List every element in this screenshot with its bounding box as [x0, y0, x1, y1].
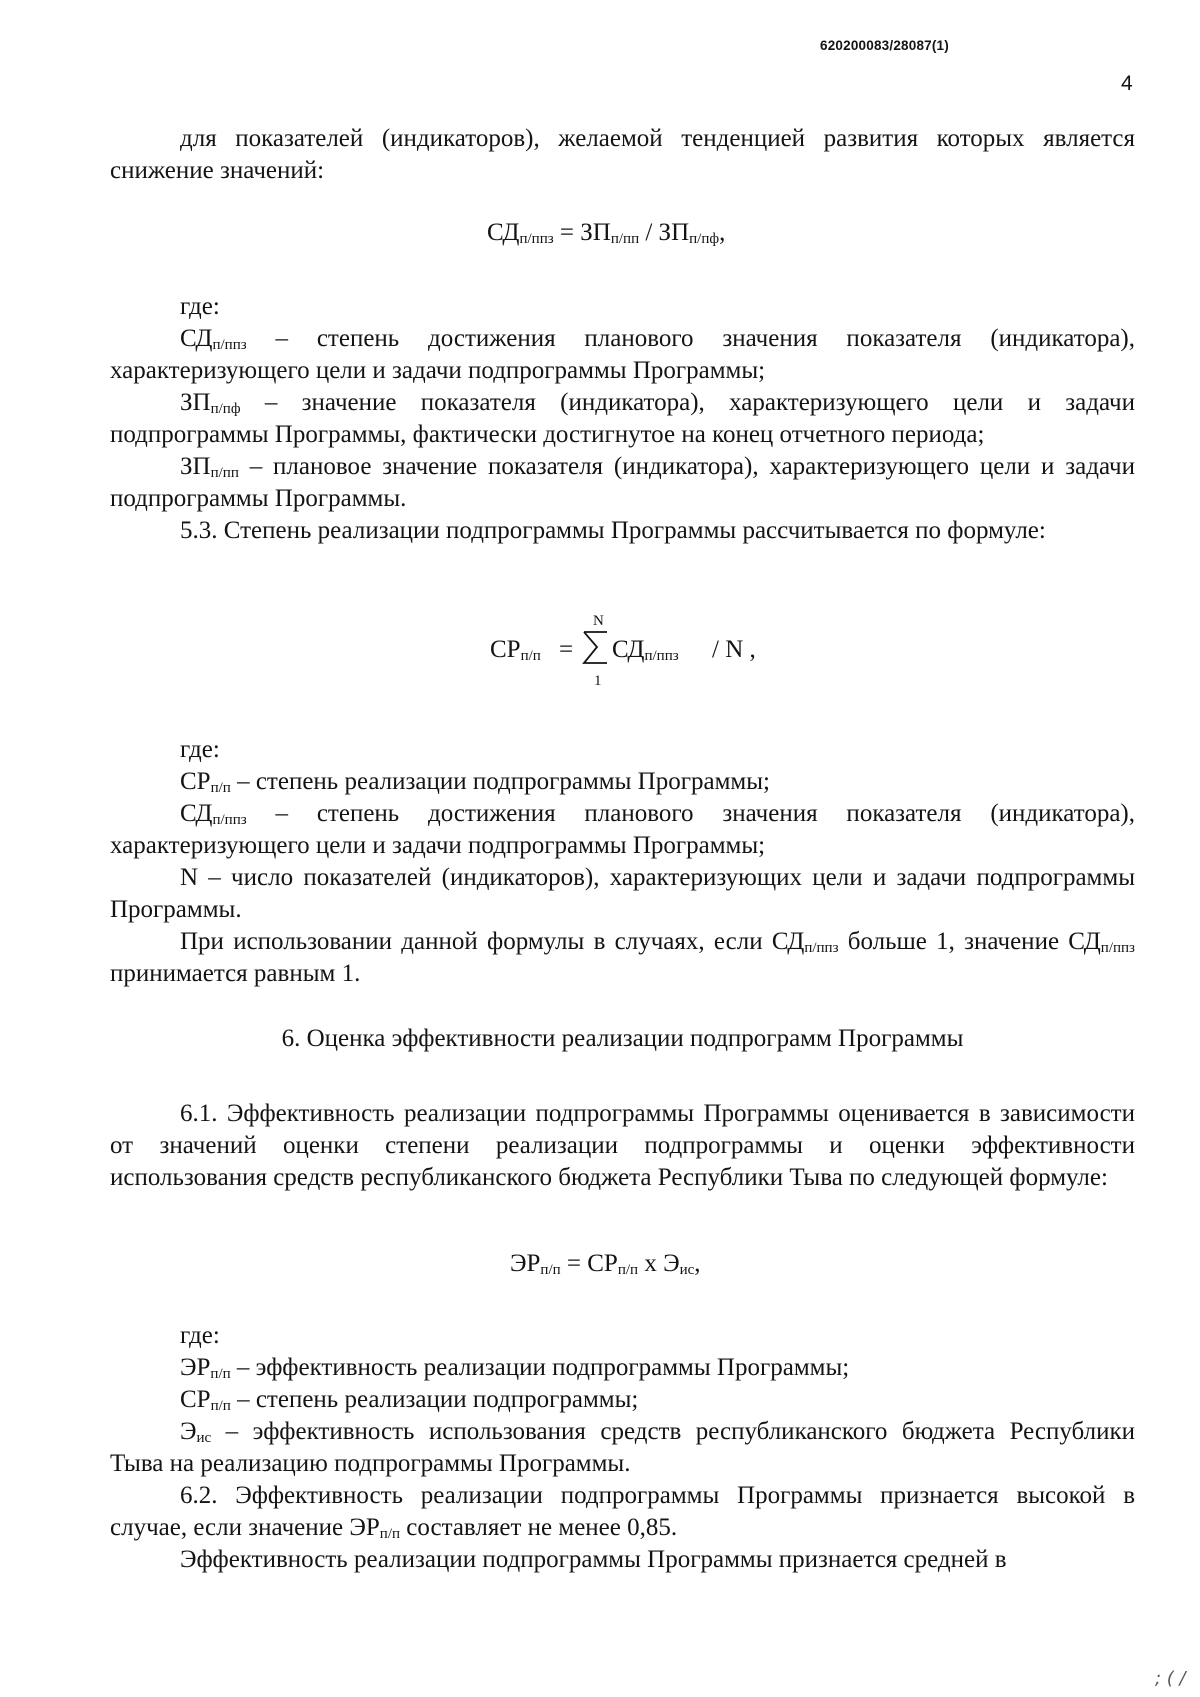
- definition-zp-pf-text: – значение показателя (индикатора), характеризующего цели и задачи подпрограммы Программы, фактически достигнутое на конец отчетного периода;: [110, 389, 1135, 448]
- definition-sr-2-sub: п/п: [210, 1398, 231, 1414]
- formula-sr-sum-bottom: 1: [594, 673, 602, 689]
- formula-sd-lhs: СД: [487, 219, 520, 246]
- formula-sr-term-group: [612, 636, 679, 664]
- note-paragraph: [110, 926, 1135, 990]
- formula-sr-lhs: СР: [490, 636, 521, 663]
- definition-eis: [110, 1416, 1135, 1480]
- definition-er-sub: п/п: [210, 1366, 231, 1382]
- definition-eis-text: – эффективность использования средств республиканского бюджета Республики Тыва на реализацию подпрограммы Программы.: [110, 1418, 1135, 1477]
- formula-er-e-sub: ис: [679, 1262, 695, 1278]
- formula-sr-lhs-group: [490, 636, 541, 664]
- formula-sr-lhs-sub: п/п: [520, 648, 541, 664]
- formula-sd-end: ,: [719, 219, 726, 246]
- definition-sr-2-symbol: СР: [180, 1386, 211, 1413]
- definition-sr-sub: п/п: [210, 780, 231, 796]
- formula-er-lhs-sub: п/п: [540, 1262, 561, 1278]
- definitions-block-2: [110, 734, 1135, 990]
- definition-zp-pp-symbol: ЗП: [180, 453, 211, 480]
- definition-zp-pp-sub: п/пп: [210, 465, 239, 481]
- section-6-heading: 6. Оценка эффективности реализации подпрограмм Программы: [281, 1025, 964, 1052]
- corner-mark: ; ( /: [1155, 1668, 1186, 1689]
- definition-eis-sub: ис: [196, 1430, 212, 1446]
- definition-sr-2-text: – степень реализации подпрограммы;: [230, 1386, 639, 1413]
- paragraph-6-2-sub: п/п: [379, 1526, 401, 1542]
- definition-sd-text: – степень достижения планового значения показателя (индикатора), характеризующего цели и задачи подпрограммы Программы;: [110, 325, 1135, 384]
- formula-er-eq: = СР: [560, 1250, 618, 1277]
- note-text-a: При использовании данной формулы в случаях, если СД: [180, 928, 805, 955]
- definitions-block-3: [110, 1320, 1135, 1576]
- formula-er-end: ,: [694, 1250, 701, 1277]
- intro-paragraph: [110, 123, 1135, 187]
- note-sub-1: п/ппз: [804, 940, 839, 956]
- paragraph-5-3: 5.3. Степень реализации подпрограммы Программы рассчитывается по формуле:: [180, 517, 1046, 544]
- formula-sr-term: СД: [612, 636, 645, 663]
- definition-n: N – число показателей (индикаторов), характеризующих цели и задачи подпрограммы Программы.: [110, 864, 1135, 923]
- definition-sd: [110, 323, 1135, 387]
- formula-sr-sum-top: N: [593, 613, 604, 629]
- where-label-3: где:: [180, 1322, 220, 1349]
- definition-zp-pf-sub: п/пф: [210, 401, 241, 417]
- paragraph-6-2-b: составляет не менее 0,85.: [400, 1514, 678, 1541]
- where-label: где:: [180, 293, 220, 320]
- definition-sd-2-sub: п/ппз: [212, 812, 247, 828]
- formula-er: [510, 1250, 701, 1278]
- formula-er-lhs: ЭР: [510, 1250, 541, 1277]
- definition-sr-text: – степень реализации подпрограммы Программы;: [230, 768, 770, 795]
- definition-sd-2: [110, 798, 1135, 862]
- definition-sd-symbol: СД: [180, 325, 213, 352]
- formula-sr-tail: / N ,: [712, 636, 756, 663]
- formula-sd-eq: = ЗП: [553, 219, 611, 246]
- formula-sd-lhs-sub: п/ппз: [519, 231, 554, 247]
- formula-sd: [487, 219, 725, 247]
- definition-er-symbol: ЭР: [180, 1354, 211, 1381]
- formula-sr-term-sub: п/ппз: [644, 648, 679, 664]
- last-paragraph: Эффективность реализации подпрограммы Программы признается средней в: [180, 1546, 1007, 1573]
- definition-zp-pf: [110, 387, 1135, 451]
- formula-er-rhs-sub: п/п: [617, 1262, 639, 1278]
- definition-sd-2-symbol: СД: [180, 800, 213, 827]
- definition-eis-symbol: Э: [180, 1418, 197, 1445]
- note-sub-2: п/ппз: [1100, 940, 1135, 956]
- paragraph-6-1: 6.1. Эффективность реализации подпрограммы Программы оценивается в зависимости от значений оценки степени реализации подпрограммы и оценки эффективности использования средств республиканского бюджета Республики Тыва по следующей формуле:: [110, 1100, 1135, 1191]
- definition-sr: [110, 766, 1135, 798]
- definition-zp-pf-symbol: ЗП: [180, 389, 211, 416]
- definitions-block-1: [110, 291, 1135, 547]
- definition-er: [110, 1352, 1135, 1384]
- definition-zp-pp-text: – плановое значение показателя (индикатора), характеризующего цели и задачи подпрограммы Программы.: [110, 453, 1135, 512]
- formula-sd-div: / ЗП: [639, 219, 690, 246]
- intro-text: для показателей (индикаторов), желаемой тенденцией развития которых является снижение значений:: [110, 125, 1135, 184]
- note-text-b: больше 1, значение СД: [838, 928, 1101, 955]
- definition-zp-pp: [110, 451, 1135, 515]
- formula-er-x: х Э: [638, 1250, 680, 1277]
- where-label-2: где:: [180, 736, 220, 763]
- paragraph-6-1-block: [110, 1098, 1135, 1194]
- formula-sd-rhs2-sub: п/пф: [689, 231, 720, 247]
- definition-er-text: – эффективность реализации подпрограммы Программы;: [230, 1354, 850, 1381]
- definition-sr-2: [110, 1384, 1135, 1416]
- formula-sr-eq: =: [559, 636, 574, 663]
- definition-sd-sub: п/ппз: [212, 337, 247, 353]
- paragraph-6-2: [110, 1480, 1135, 1544]
- formula-sd-rhs1-sub: п/пп: [610, 231, 640, 247]
- definition-sr-symbol: СР: [180, 768, 211, 795]
- page-number: 4: [1121, 72, 1133, 95]
- note-text-c: принимается равным 1.: [110, 960, 361, 987]
- definition-sd-2-text: – степень достижения планового значения показателя (индикатора), характеризующего цели и задачи подпрограммы Программы;: [110, 800, 1135, 859]
- paragraph-6-2-a: 6.2. Эффективность реализации подпрограммы Программы признается высокой в случае, если значение ЭР: [110, 1482, 1135, 1541]
- document-number: 620200083/28087(1): [820, 38, 949, 53]
